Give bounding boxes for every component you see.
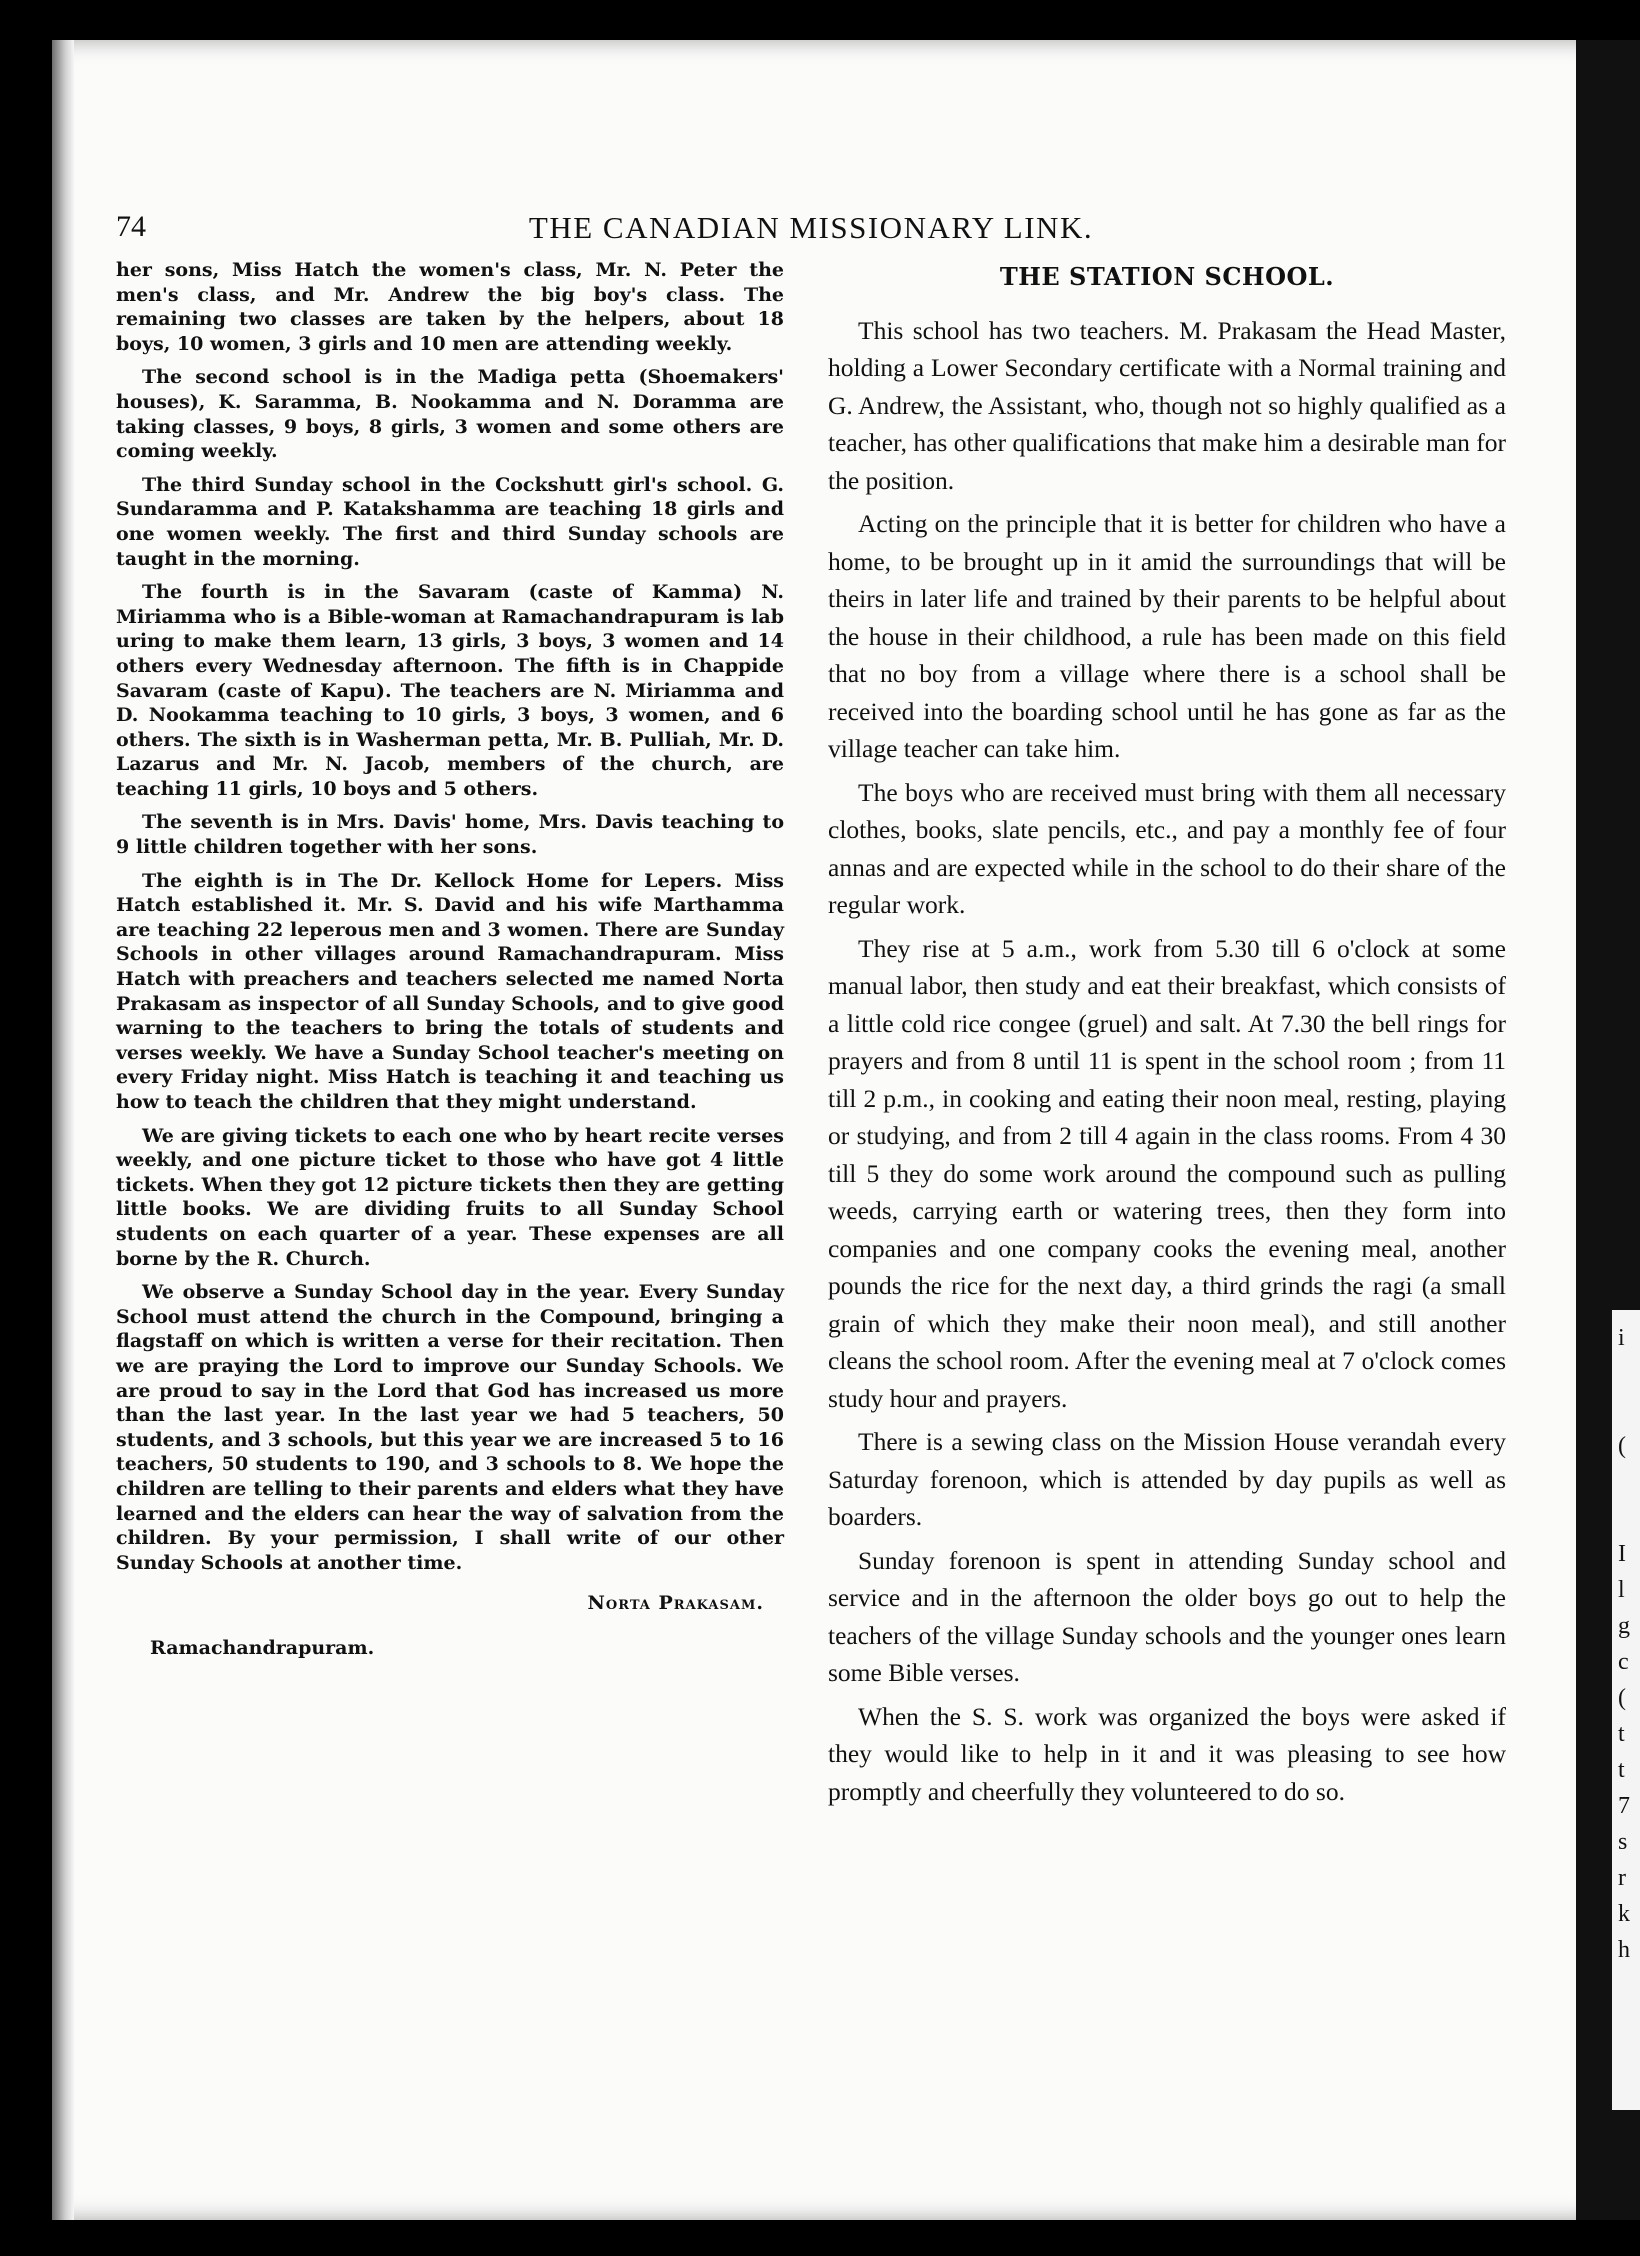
fragment-char: h — [1618, 1937, 1630, 1963]
paragraph: The boys who are received must bring with them all necessary clothes, books, slate pencils, etc., and pay a monthly fee of four annas and are expected while in the school to do their share of the regular work. — [828, 777, 1506, 919]
fragment-char: l — [1618, 1577, 1625, 1603]
paragraph: Sunday forenoon is spent in attending Sunday school and service and in the afternoon the older boys go out to help the teachers of the village Sunday schools and the younger ones learn some Bible verses. — [828, 1545, 1506, 1687]
page-header — [116, 210, 1506, 250]
fragment-char: I — [1618, 1541, 1626, 1567]
fragment-char — [1618, 1464, 1638, 1500]
paragraph: There is a sewing class on the Mission House verandah every Saturday forenoon, which is attended by day pupils as well as boarders. — [828, 1427, 1506, 1531]
paragraph: Acting on the principle that it is better for children who have a home, to be brought up in it amid the surroundings that will be theirs in later life and trained by their parents to be helpful about the house in their childhood, a rule has been made on this field that no boy from a village where there is a school shall be received into the boarding school until he has gone as far as the village teacher can take him. — [828, 509, 1506, 763]
paragraph: They rise at 5 a.m., work from 5.30 till 6 o'clock at some manual labor, then study and eat their breakfast, which consists of a little cold rice congee (gruel) and salt. At 7.30 the bell rings for prayers and from 8 until 11 is spent in the school room ; from 11 till 2 p.m., in cooking and eating their noon meal, resting, playing or studying, and from 2 till 4 again in the class rooms. From 4 30 till 5 they do some work around the compound such as pulling weeds, carrying earth or watering trees, then they form into companies and one company cooks the evening meal, another pounds the rice for the next day, a third grinds the ragi (a small grain of which they make their noon meal), and still another cleans the school room. After the evening meal at 7 o'clock comes study hour and prayers. — [828, 933, 1506, 1413]
adjacent-page-fragment — [1618, 1320, 1638, 1968]
fragment-char — [1618, 1356, 1638, 1392]
paragraph: The second school is in the Madiga petta (Shoemakers' houses), K. Saramma, B. Nookamma and N. Doramma are taking classes, 9 boys, 8 girls, 3 women and some others are coming weekly. — [116, 366, 784, 463]
left-column — [116, 258, 784, 1660]
paragraph: her sons, Miss Hatch the women's class, Mr. N. Peter the men's class, and Mr. Andrew the big boy's class. The remaining two classes are taken by the helpers, about 18 boys, 10 women, 3 girls and 10 men are attending weekly. — [116, 259, 784, 355]
fragment-char: ( — [1618, 1685, 1626, 1711]
running-title: THE CANADIAN MISSIONARY LINK. — [528, 210, 1094, 245]
paragraph: The fourth is in the Savaram (caste of Kamma) N. Miriamma who is a Bible-woman at Ramachandrapuram is lab uring to make them learn, 13 girls, 3 boys, 3 women and 14 others every Wednesday afternoon. The fifth is in Chappide Savaram (caste of Kapu). The teachers are N. Miriamma and D. Nookamma teaching to 10 girls, 3 boys, 3 women, and 6 others. The sixth is in Washerman petta, Mr. B. Pulliah, Mr. D. Lazarus and Mr. N. Jacob, members of the church, are teaching 11 girls, 10 boys and 5 others. — [116, 581, 784, 800]
fragment-char: k — [1618, 1901, 1630, 1927]
fragment-char: t — [1618, 1721, 1625, 1747]
right-column — [828, 258, 1506, 1816]
paragraph: The seventh is in Mrs. Davis' home, Mrs. Davis teaching to 9 little children together with her sons. — [116, 811, 784, 859]
page-number: 74 — [116, 210, 146, 243]
place-name: Ramachandrapuram. — [150, 1636, 375, 1659]
fragment-char: 7 — [1618, 1793, 1630, 1819]
fragment-char: t — [1618, 1757, 1625, 1783]
paragraph: The eighth is in The Dr. Kellock Home for Lepers. Miss Hatch established it. Mr. S. David and his wife Marthamma are teaching 22 leperous men and 3 women. There are Sunday Schools in other villages around Ramachandrapuram. Miss Hatch with preachers and teachers selected me named Norta Prakasam as inspector of all Sunday Schools, and to give good warning to the teachers to bring the totals of students and verses weekly. We have a Sunday School teacher's meeting on every Friday night. Miss Hatch is teaching it and teaching us how to teach the children that they might understand. — [116, 869, 784, 1113]
paragraph: We observe a Sunday School day in the year. Every Sunday School must attend the church in the Compound, bringing a flagstaff on which is written a verse for their recitation. Then we are praying the Lord to improve our Sunday Schools. We are proud to say in the Lord that God has increased us more than the last year. In the last year we had 5 teachers, 50 students, and 3 schools, but this year we are increased 5 to 16 teachers, 50 students to 190, and 3 schools to 8. We hope the children are telling to their parents and elders what they have learned and the elders can hear the way of salvation from the children. By your permission, I shall write of our other Sunday Schools at another time. — [116, 1281, 784, 1574]
fragment-char: s — [1618, 1829, 1628, 1855]
fragment-char — [1618, 1392, 1638, 1428]
fragment-char: ( — [1618, 1433, 1626, 1459]
paragraph: This school has two teachers. M. Prakasam the Head Master, holding a Lower Secondary certificate with a Normal training and G. Andrew, the Assistant, who, though not so highly qualified as a teacher, has other qualifications that make him a desirable man for the position. — [828, 315, 1507, 495]
paragraph: The third Sunday school in the Cockshutt girl's school. G. Sundaramma and P. Katakshamma are teaching 18 girls and one women weekly. The first and third Sunday schools are taught in the morning. — [116, 473, 784, 570]
fragment-char: g — [1618, 1613, 1630, 1639]
fragment-char: i — [1618, 1325, 1625, 1351]
fragment-char: r — [1618, 1865, 1626, 1891]
page-edge-shadow — [52, 40, 74, 2220]
fragment-char: c — [1618, 1649, 1629, 1675]
paragraph: We are giving tickets to each one who by heart recite verses weekly, and one picture ticket to those who have got 4 little tickets. When they got 12 picture tickets then they are getting little books. We are dividing fruits to all Sunday School students on each quarter of a year. These expenses are all borne by the R. Church. — [116, 1124, 784, 1270]
paragraph: When the S. S. work was organized the boys were asked if they would like to help in it and it was pleasing to see how promptly and cheerfully they volunteered to do so. — [828, 1701, 1506, 1806]
section-title: THE STATION SCHOOL. — [999, 262, 1335, 291]
author-signature: Norta Prakasam. — [587, 1592, 764, 1615]
fragment-char — [1618, 1500, 1638, 1536]
